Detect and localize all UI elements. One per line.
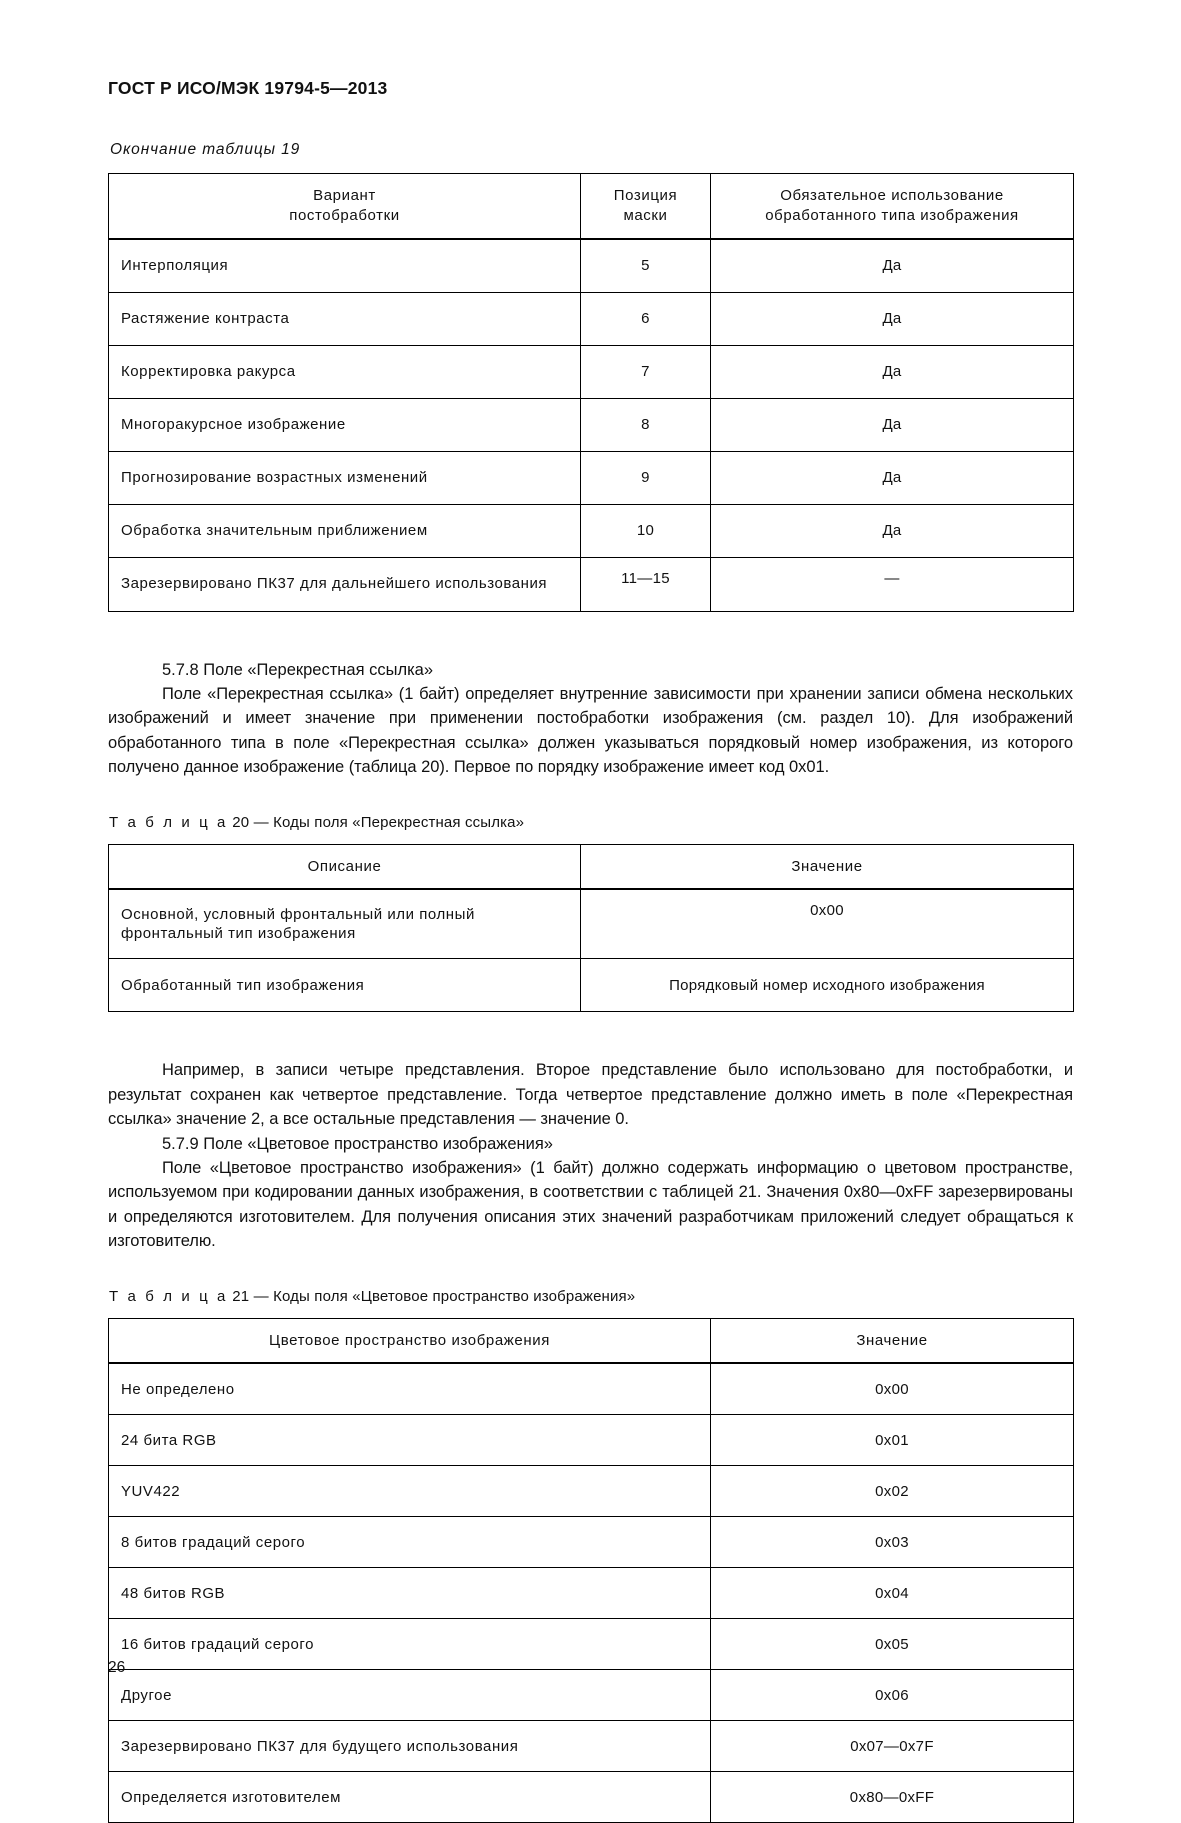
cell-color-space: Определяется изготовителем	[109, 1772, 711, 1823]
cell-position: 6	[581, 292, 711, 345]
table-row	[109, 557, 1074, 611]
cell-mandatory: Да	[711, 451, 1074, 504]
table-21-col-value: Значение	[711, 1318, 1074, 1363]
table-caption-text: — Коды поля «Цветовое пространство изображения»	[253, 1287, 636, 1305]
document-standard-header: ГОСТ Р ИСО/МЭК 19794-5—2013	[108, 78, 388, 98]
cell-mandatory: Да	[711, 292, 1074, 345]
cell-color-space: 16 битов градаций серого	[109, 1619, 711, 1670]
cell-variant: Прогнозирование возрастных изменений	[109, 451, 581, 504]
table-caption-prefix: Т а б л и ц а	[109, 1287, 228, 1305]
table-row	[109, 1721, 1074, 1772]
page-number: 26	[108, 1659, 126, 1676]
paragraph-example: Например, в записи четыре представления. Второе представление было использовано для постобработки, и результат сохранен как четвертое представление. Тогда четвертое представление должно иметь в поле «Перекрестная ссылка» значение 2, а все остальные представления — значение 0.	[108, 1061, 1073, 1129]
cell-color-space: 8 битов градаций серого	[109, 1517, 711, 1568]
cell-value: 0x07—0x7F	[711, 1721, 1074, 1772]
cell-value: 0x02	[711, 1466, 1074, 1517]
table-21-col-color-space: Цветовое пространство изображения	[109, 1318, 711, 1363]
cell-variant: Зарезервировано ПК37 для дальнейшего использования	[109, 557, 581, 611]
section-5-7-9-heading: 5.7.9 Поле «Цветовое пространство изображения»	[162, 1134, 553, 1153]
table-row	[109, 451, 1074, 504]
section-5-7-9-paragraph: Поле «Цветовое пространство изображения» (1 байт) должно содержать информацию о цветовом пространстве, используемом при кодировании данных изображения, в соответствии с таблицей 21. Значения 0x80—0xFF зарезервированы и определяются изготовителем. Для получения описания этих значений разработчикам приложений следует обращаться к изготовителю.	[108, 1159, 1073, 1251]
table-21-body	[109, 1363, 1074, 1823]
cell-position: 10	[581, 504, 711, 557]
table-caption-number: 21	[232, 1287, 250, 1305]
table-caption-number: 20	[232, 813, 250, 831]
cell-variant: Многоракурсное изображение	[109, 398, 581, 451]
header-line: постобработки	[289, 206, 400, 224]
table-20-body	[109, 889, 1074, 1012]
table-row	[109, 1670, 1074, 1721]
table-19-body	[109, 239, 1074, 612]
table-row	[109, 959, 1074, 1012]
cell-value: 0x01	[711, 1415, 1074, 1466]
header-line: Вариант	[313, 187, 376, 204]
cell-value: 0x04	[711, 1568, 1074, 1619]
section-5-7-8-paragraph: Поле «Перекрестная ссылка» (1 байт) определяет внутренние зависимости при хранении записи обмена нескольких изображений и имеет значение при применении постобработки изображения (см. раздел 10). Для изображений обработанного типа в поле «Перекрестная ссылка» должен указываться порядковый номер изображения, из которого получено данное изображение (таблица 20). Первое по порядку изображение имеет код 0x01.	[108, 685, 1073, 777]
table-caption-prefix: Т а б л и ц а	[109, 813, 228, 831]
cell-variant: Интерполяция	[109, 239, 581, 293]
table-row	[109, 1619, 1074, 1670]
table-caption-text: — Коды поля «Перекрестная ссылка»	[253, 813, 525, 831]
table-row	[109, 292, 1074, 345]
cell-color-space: 48 битов RGB	[109, 1568, 711, 1619]
cell-position: 11—15	[581, 557, 711, 611]
table-20-col-description: Описание	[109, 844, 581, 889]
cell-value: 0x06	[711, 1670, 1074, 1721]
header-line: маски	[623, 206, 668, 224]
cell-mandatory: —	[711, 557, 1074, 611]
cell-color-space: Зарезервировано ПК37 для будущего использования	[109, 1721, 711, 1772]
cell-color-space: 24 бита RGB	[109, 1415, 711, 1466]
cell-color-space: Другое	[109, 1670, 711, 1721]
cell-variant: Корректировка ракурса	[109, 345, 581, 398]
header-line: Обязательное использование	[780, 187, 1004, 204]
table-row	[109, 239, 1074, 293]
table-row	[109, 398, 1074, 451]
cell-mandatory: Да	[711, 239, 1074, 293]
cell-value: 0x00	[711, 1363, 1074, 1415]
table-21-header-row	[109, 1318, 1074, 1363]
cell-description: Обработанный тип изображения	[109, 959, 581, 1012]
table-row	[109, 889, 1074, 959]
table-19-caption: Окончание таблицы 19	[110, 141, 301, 158]
table-row	[109, 1772, 1074, 1823]
cell-value: Порядковый номер исходного изображения	[581, 959, 1074, 1012]
table-20-header-row	[109, 844, 1074, 889]
cell-variant: Растяжение контраста	[109, 292, 581, 345]
cell-mandatory: Да	[711, 398, 1074, 451]
table-19-col-mask-position	[581, 174, 711, 239]
table-row	[109, 1517, 1074, 1568]
cell-mandatory: Да	[711, 504, 1074, 557]
table-19-continuation	[108, 173, 1074, 612]
header-line: Позиция	[613, 187, 678, 204]
cell-mandatory: Да	[711, 345, 1074, 398]
cell-variant: Обработка значительным приближением	[109, 504, 581, 557]
cell-position: 9	[581, 451, 711, 504]
table-row	[109, 1363, 1074, 1415]
cell-value: 0x80—0xFF	[711, 1772, 1074, 1823]
cell-value: 0x03	[711, 1517, 1074, 1568]
section-5-7-8-heading: 5.7.8 Поле «Перекрестная ссылка»	[162, 660, 434, 679]
table-19-col-variant	[109, 174, 581, 239]
cell-position: 7	[581, 345, 711, 398]
header-line: обработанного типа изображения	[765, 206, 1019, 224]
cell-value: 0x05	[711, 1619, 1074, 1670]
table-20-caption	[109, 814, 1073, 831]
cell-color-space: Не определено	[109, 1363, 711, 1415]
table-row	[109, 1415, 1074, 1466]
cell-description: Основной, условный фронтальный или полный фронтальный тип изображения	[109, 889, 581, 959]
cell-color-space: YUV422	[109, 1466, 711, 1517]
table-row	[109, 345, 1074, 398]
cell-position: 8	[581, 398, 711, 451]
table-row	[109, 1568, 1074, 1619]
cell-value: 0x00	[581, 889, 1074, 959]
table-19-col-mandatory-use	[711, 174, 1074, 239]
cell-position: 5	[581, 239, 711, 293]
table-row	[109, 504, 1074, 557]
table-19-header-row	[109, 174, 1074, 239]
table-row	[109, 1466, 1074, 1517]
table-20-col-value: Значение	[581, 844, 1074, 889]
table-20	[108, 844, 1074, 1013]
table-21-caption	[109, 1288, 1073, 1305]
table-21	[108, 1318, 1074, 1823]
